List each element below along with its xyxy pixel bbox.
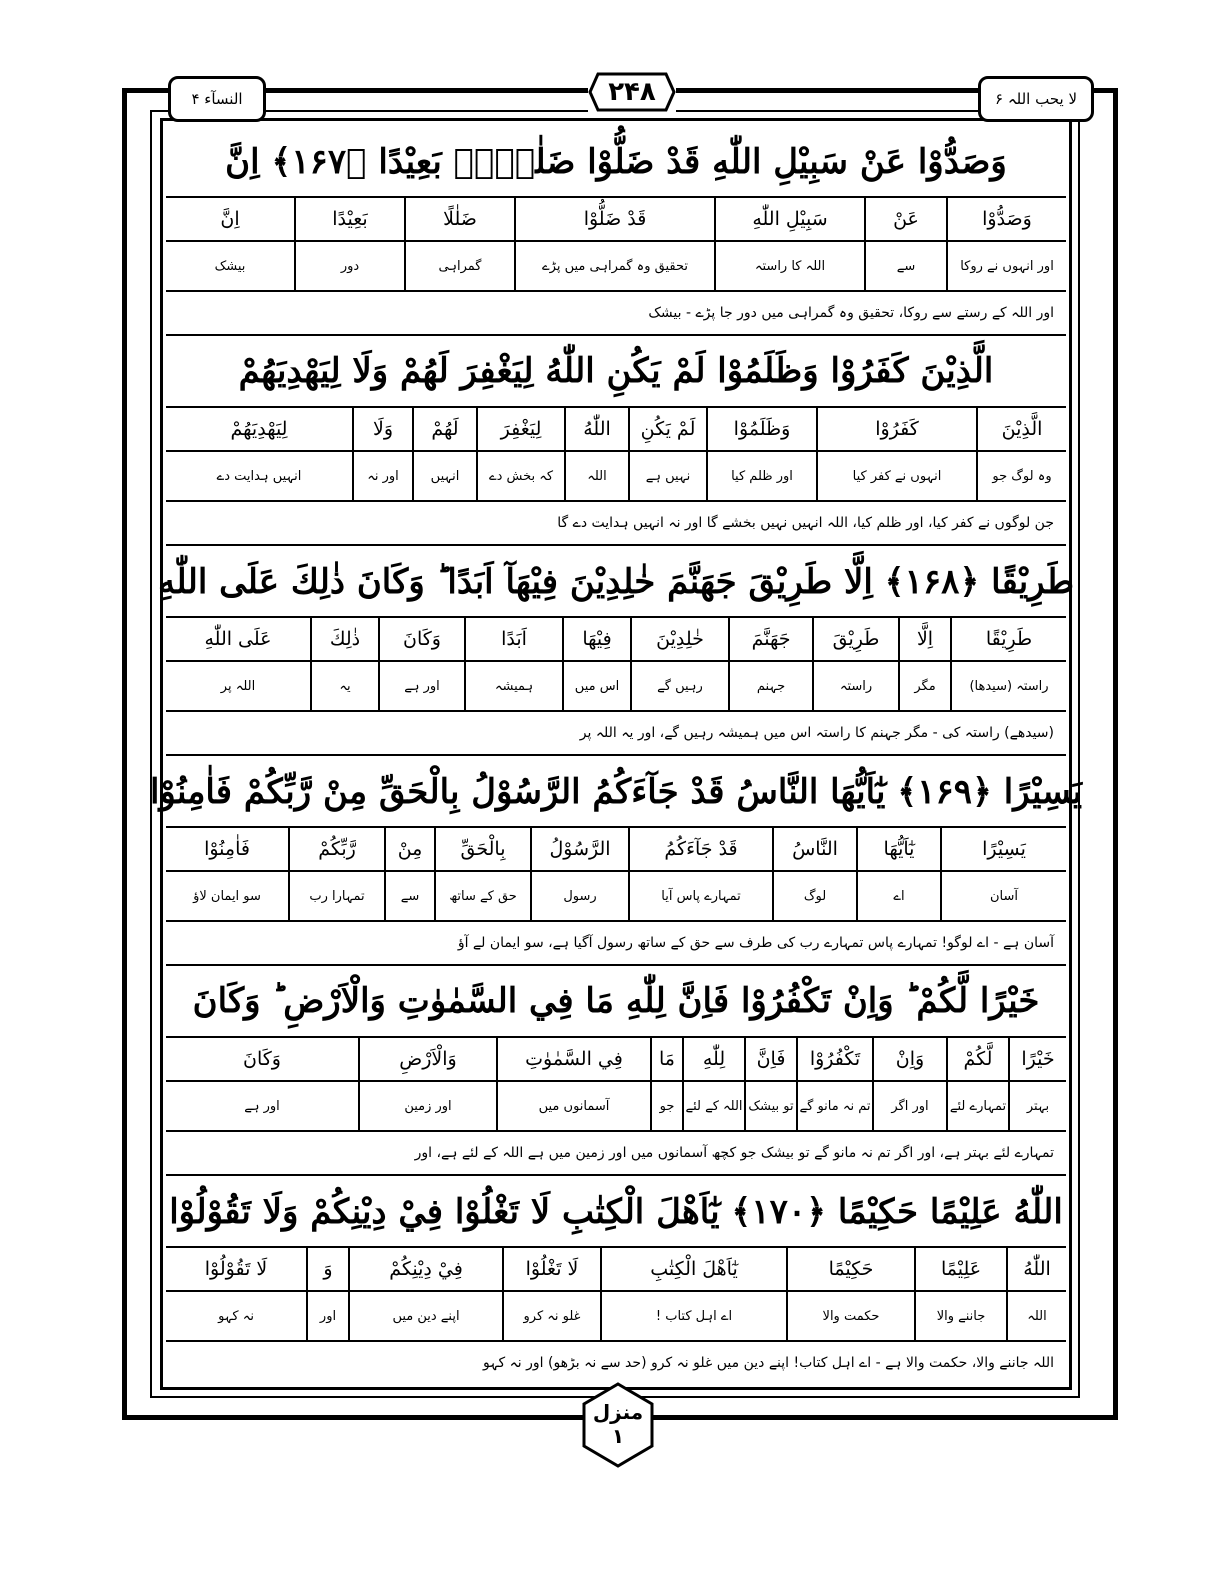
meaning-cell: اور ہے — [244, 1098, 280, 1114]
meaning-cell: جہنم — [728, 662, 812, 710]
meaning-cell: کہ بخش دے — [476, 452, 564, 500]
word-cell: وَكَانَ — [378, 618, 464, 660]
word-row — [166, 616, 1066, 660]
word-cell: خَيْرًا — [1008, 1038, 1066, 1080]
meaning-row — [166, 660, 1066, 710]
word-cell: يٰٓاَهْلَ الْكِتٰبِ — [600, 1248, 786, 1290]
word-cell: يَسِيْرًا — [940, 828, 1066, 870]
meaning-cell: اللہ کے لئے — [682, 1082, 744, 1130]
arabic-verse-line: وَصَدُّوْا عَنْ سَبِيْلِ اللّٰهِ قَدْ ضَلُّوْا ضَلٰلًاۢ بَعِيْدًا ﴿۱۶۷﴾ اِنَّ — [225, 141, 1007, 182]
word-row — [166, 406, 1066, 450]
word-cell: حَكِيْمًا — [786, 1248, 914, 1290]
meaning-cell: راستہ (سیدھا) — [950, 662, 1066, 710]
meaning-cell: تحقیق وہ گمراہی میں پڑے — [514, 242, 714, 290]
verse-block-2 — [166, 334, 1066, 544]
word-cell: لِيَهْدِيَهُمْ — [230, 418, 288, 440]
meaning-cell: اور — [306, 1292, 348, 1340]
surah-name-tab — [168, 76, 266, 122]
para-name: لا یحب اللہ ۶ — [995, 90, 1078, 108]
para-name-tab — [978, 76, 1094, 122]
word-cell: لِلّٰهِ — [682, 1038, 744, 1080]
verse-block-6 — [166, 1174, 1066, 1384]
manzil-number: ۱ — [611, 1424, 625, 1448]
meaning-row — [166, 1080, 1066, 1130]
word-cell: لَا تَقُوْلُوْا — [204, 1258, 268, 1280]
word-cell: فِي السَّمٰوٰتِ — [496, 1038, 650, 1080]
word-cell: الَّذِيْنَ — [976, 408, 1066, 450]
word-cell: وَ — [306, 1248, 348, 1290]
word-cell: اِنَّ — [220, 208, 240, 230]
word-cell: وَاِنْ — [872, 1038, 946, 1080]
meaning-cell: اللہ — [1006, 1292, 1066, 1340]
arabic-verse-line: خَيْرًا لَّكُمْ ؕ وَاِنْ تَكْفُرُوْا فَاِنَّ لِلّٰهِ مَا فِي السَّمٰوٰتِ وَالْاَرْضِ ؕ وَكَانَ — [192, 981, 1040, 1021]
page-number: ۲۴۸ — [608, 77, 656, 107]
meaning-cell: لوگ — [772, 872, 856, 920]
meaning-cell: وہ لوگ جو — [976, 452, 1066, 500]
arabic-verse-line: يَسِيْرًا ﴿۱۶۹﴾ يٰٓاَيُّهَا النَّاسُ قَدْ جَآءَكُمُ الرَّسُوْلُ بِالْحَقِّ مِنْ رَّبِّكُمْ فَاٰمِنُوْا — [149, 771, 1083, 812]
word-cell: بِالْحَقِّ — [434, 828, 530, 870]
meaning-cell: نہ کہو — [218, 1308, 254, 1324]
meaning-cell: تمہارا رب — [288, 872, 384, 920]
word-cell: ذٰلِكَ — [310, 618, 378, 660]
word-cell: فِيْهَا — [562, 618, 630, 660]
word-row — [166, 1246, 1066, 1290]
word-cell: لَّكُمْ — [946, 1038, 1008, 1080]
translation-line: آسان ہے - اے لوگو! تمہارے پاس تمہارے رب کی طرف سے حق کے ساتھ رسول آگیا ہے، سو ایمان لے آؤ — [166, 920, 1066, 964]
translation-line: (سیدھے) راستہ کی - مگر جہنم کا راستہ اس میں ہمیشہ رہیں گے، اور یہ اللہ پر — [166, 710, 1066, 754]
word-row — [166, 826, 1066, 870]
meaning-cell: دور — [294, 242, 404, 290]
word-cell: خٰلِدِيْنَ — [630, 618, 728, 660]
meaning-cell: اپنے دین میں — [348, 1292, 502, 1340]
word-cell: كَفَرُوْا — [816, 408, 976, 450]
meaning-cell: سے — [384, 872, 434, 920]
word-row — [166, 1036, 1066, 1080]
word-cell: قَدْ جَآءَكُمُ — [628, 828, 772, 870]
translation-line: جن لوگوں نے کفر کیا، اور ظلم کیا، اللہ انہیں نہیں بخشے گا اور نہ انہیں ہدایت دے گا — [166, 500, 1066, 544]
meaning-cell: جو — [650, 1082, 682, 1130]
meaning-cell: اے — [856, 872, 940, 920]
meaning-cell: اور نہ — [352, 452, 412, 500]
word-cell: تَكْفُرُوْا — [796, 1038, 872, 1080]
word-cell: عَنْ — [864, 198, 946, 240]
word-cell: اللّٰهُ — [1006, 1248, 1066, 1290]
meaning-cell: انہیں ہدایت دے — [216, 468, 302, 484]
meaning-cell: اور ظلم کیا — [706, 452, 816, 500]
meaning-cell: تمہارے لئے — [946, 1082, 1008, 1130]
surah-name: النسآء ۴ — [191, 90, 243, 108]
meaning-cell: مگر — [898, 662, 950, 710]
translation-line: تمہارے لئے بہتر ہے، اور اگر تم نہ مانو گے تو بیشک جو کچھ آسمانوں میں اور زمین میں ہے اللہ کے لئے ہے، اور — [166, 1130, 1066, 1174]
translation-line: اور اللہ کے رستے سے روکا، تحقیق وہ گمراہی میں دور جا پڑے - بیشک — [166, 290, 1066, 334]
meaning-cell: غلو نہ کرو — [502, 1292, 600, 1340]
word-cell: النَّاسُ — [772, 828, 856, 870]
meaning-cell: بیشک — [214, 258, 246, 274]
verse-block-5 — [166, 964, 1066, 1174]
meaning-cell: رسول — [530, 872, 628, 920]
meaning-cell: سے — [864, 242, 946, 290]
meaning-cell: سو ایمان لاؤ — [193, 888, 261, 904]
meaning-cell: انہوں نے کفر کیا — [816, 452, 976, 500]
meaning-cell: انہیں — [412, 452, 476, 500]
meaning-cell: اور اگر — [872, 1082, 946, 1130]
meaning-row — [166, 240, 1066, 290]
word-cell: اَبَدًا — [464, 618, 562, 660]
word-cell: فَاٰمِنُوْا — [204, 838, 250, 860]
meaning-cell: حق کے ساتھ — [434, 872, 530, 920]
meaning-cell: اور ہے — [378, 662, 464, 710]
meaning-row — [166, 870, 1066, 920]
meaning-cell: اللہ پر — [220, 678, 256, 694]
word-cell: طَرِيْقَ — [812, 618, 898, 660]
word-cell: جَهَنَّمَ — [728, 618, 812, 660]
word-cell: رَّبِّكُمْ — [288, 828, 384, 870]
word-cell: اللّٰهُ — [564, 408, 628, 450]
word-cell: الرَّسُوْلُ — [530, 828, 628, 870]
word-cell: لِيَغْفِرَ — [476, 408, 564, 450]
meaning-cell: اور انہوں نے روکا — [946, 242, 1066, 290]
word-cell: فَاِنَّ — [744, 1038, 796, 1080]
meaning-cell: ہمیشہ — [464, 662, 562, 710]
meaning-cell: نہیں ہے — [628, 452, 706, 500]
meaning-cell: اللہ — [564, 452, 628, 500]
meaning-cell: رہیں گے — [630, 662, 728, 710]
arabic-verse-line: اللّٰهُ عَلِيْمًا حَكِيْمًا ﴿۱۷۰﴾ يٰٓاَهْلَ الْكِتٰبِ لَا تَغْلُوْا فِيْ دِيْنِكُمْ وَلَا تَقُوْلُوْا — [169, 1191, 1063, 1232]
word-cell: سَبِيْلِ اللّٰهِ — [714, 198, 864, 240]
meaning-cell: بہتر — [1008, 1082, 1066, 1130]
word-cell: ضَلٰلًا — [404, 198, 514, 240]
word-cell: طَرِيْقًا — [950, 618, 1066, 660]
word-cell: لَهُمْ — [412, 408, 476, 450]
meaning-cell: تم نہ مانو گے — [796, 1082, 872, 1130]
meaning-cell: جاننے والا — [914, 1292, 1006, 1340]
meaning-cell: حکمت والا — [786, 1292, 914, 1340]
meaning-row — [166, 450, 1066, 500]
word-cell: قَدْ ضَلُّوْا — [514, 198, 714, 240]
meaning-cell: تمہارے پاس آیا — [628, 872, 772, 920]
verse-block-1 — [166, 126, 1066, 334]
meaning-cell: اس میں — [562, 662, 630, 710]
word-cell: فِيْ دِيْنِكُمْ — [348, 1248, 502, 1290]
arabic-verse-line: طَرِيْقًا ﴿۱۶۸﴾ اِلَّا طَرِيْقَ جَهَنَّمَ خٰلِدِيْنَ فِيْهَآ اَبَدًا ؕ وَكَانَ ذٰلِكَ عَلَى اللّٰهِ — [157, 561, 1075, 602]
meaning-cell: اور زمین — [358, 1082, 496, 1130]
word-row — [166, 196, 1066, 240]
meaning-cell: آسمانوں میں — [496, 1082, 650, 1130]
word-cell: يٰٓاَيُّهَا — [856, 828, 940, 870]
meaning-cell: گمراہی — [404, 242, 514, 290]
word-cell: عَلِيْمًا — [914, 1248, 1006, 1290]
word-cell: بَعِيْدًا — [294, 198, 404, 240]
meaning-cell: تو بیشک — [744, 1082, 796, 1130]
word-cell: مِنْ — [384, 828, 434, 870]
word-cell: وَلَا — [352, 408, 412, 450]
word-cell: وَصَدُّوْا — [946, 198, 1066, 240]
meaning-cell: اللہ کا راستہ — [714, 242, 864, 290]
manzil-label: منزل — [592, 1400, 644, 1424]
word-cell: وَكَانَ — [243, 1048, 281, 1070]
word-cell: اِلَّا — [898, 618, 950, 660]
verse-block-3 — [157, 544, 1075, 754]
arabic-verse-line: الَّذِيْنَ كَفَرُوْا وَظَلَمُوْا لَمْ يَكُنِ اللّٰهُ لِيَغْفِرَ لَهُمْ وَلَا لِيَهْدِيَهُمْ — [238, 351, 994, 391]
word-cell: لَمْ يَكُنِ — [628, 408, 706, 450]
word-cell: مَا — [650, 1038, 682, 1080]
translation-table — [149, 126, 1083, 1384]
translation-line: اللہ جاننے والا، حکمت والا ہے - اے اہل کتاب! اپنے دین میں غلو نہ کرو (حد سے نہ بڑھو) اور نہ کہو — [166, 1340, 1066, 1384]
word-cell: وَظَلَمُوْا — [706, 408, 816, 450]
meaning-cell: آسان — [940, 872, 1066, 920]
word-cell: لَا تَغْلُوْا — [502, 1248, 600, 1290]
word-cell: وَالْاَرْضِ — [358, 1038, 496, 1080]
meaning-cell: راستہ — [812, 662, 898, 710]
verse-block-4 — [149, 754, 1083, 964]
meaning-row — [166, 1290, 1066, 1340]
page-number-box — [588, 72, 676, 112]
meaning-cell: اے اہل کتاب ! — [600, 1292, 786, 1340]
meaning-cell: یہ — [310, 662, 378, 710]
word-cell: عَلَى اللّٰهِ — [204, 628, 272, 650]
manzil-badge — [580, 1400, 656, 1448]
